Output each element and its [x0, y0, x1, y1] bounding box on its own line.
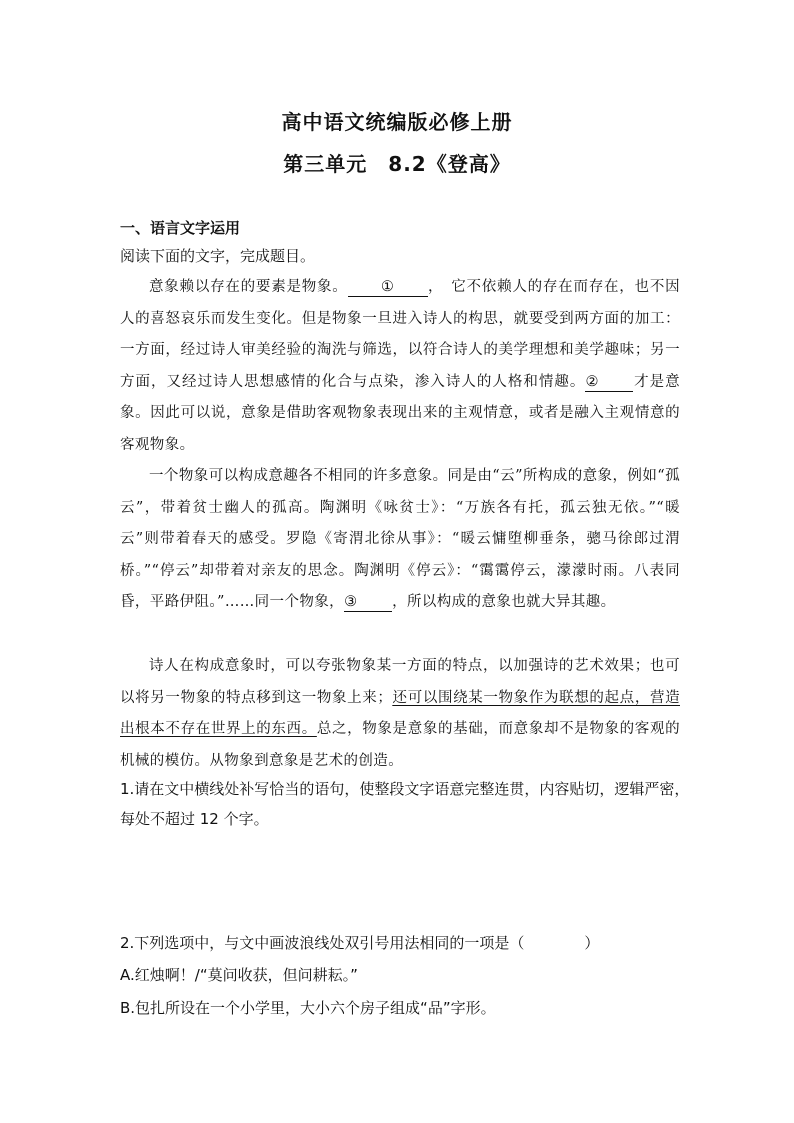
document-subtitle: 第三单元 8.2《登高》	[283, 152, 511, 176]
passage-text: 诗人在构成意象时，可以夸张物象某一方面的特点，以加强诗的艺术效果；也可以将另一物象的特点移到这一物象上来；	[120, 658, 680, 706]
section-heading: 一、语言文字运用	[120, 219, 241, 237]
instruction-text: 阅读下面的文字，完成题目。	[120, 247, 316, 265]
fill-blank-2[interactable]: ②	[585, 373, 633, 392]
passage-text: ，所以构成的意象也就大异其趣。	[392, 594, 616, 610]
wavy-underlined-text: 还可以围绕某一物象作为联想的起点，营造出根本不存在世界上的东西。	[120, 689, 680, 737]
fill-blank-3[interactable]: ③	[344, 593, 392, 612]
passage-paragraph-3	[120, 651, 680, 777]
fill-blank-1[interactable]: ①	[348, 278, 428, 297]
option-a[interactable]: A.红烛啊！/“莫问收获，但问耕耘。”	[120, 966, 358, 984]
passage-text: ， 它不依赖人的存在而存在，也不因人的喜怒哀乐而发生变化。但是物象一旦进入诗人的构思，就要受到两方面的加工：一方面，经过诗人审美经验的淘洗与筛选，以符合诗人的美学理想和美学趣味；另一方面，又经过诗人思想感情的化合与点染，渗入诗人的人格和情趣。	[120, 279, 680, 390]
document-title: 高中语文统编版必修上册	[281, 110, 513, 134]
passage-paragraph-1	[120, 272, 680, 461]
passage-text: 一个物象可以构成意趣各不相同的许多意象。同是由“云”所构成的意象，例如“孤云”，带着贫士幽人的孤高。陶渊明《咏贫士》：“万族各有托，孤云独无依。”“暖云”则带着春天的感受。罗隐《寄渭北徐从事》：“暖云慵堕柳垂条，骢马徐郎过渭桥。”“停云”却带着对亲友的思念。陶渊明《停云》：“霭霭停云，濛濛时雨。八表同昏，平路伊阻。”……同一个物象，	[120, 468, 680, 610]
passage-paragraph-2	[120, 461, 680, 619]
option-b[interactable]: B.包扎所设在一个小学里，大小六个房子组成“品”字形。	[120, 999, 496, 1017]
passage-text: 意象赖以存在的要素是物象。	[149, 279, 348, 295]
passage-text: 总之，物象是意象的基础，而意象却不是物象的客观的机械的模仿。从物象到意象是艺术的创造。	[120, 721, 680, 769]
question-1: 1.请在文中横线处补写恰当的语句，使整段文字语意完整连贯，内容贴切，逻辑严密，每处不超过 12 个字。	[120, 780, 690, 828]
question-2: 2.下列选项中，与文中画波浪线处双引号用法相同的一项是（ ）	[120, 934, 600, 952]
passage-text: 才是意象。因此可以说，意象是借助客观物象表现出来的主观情意，或者是融入主观情意的客观物象。	[120, 373, 680, 453]
